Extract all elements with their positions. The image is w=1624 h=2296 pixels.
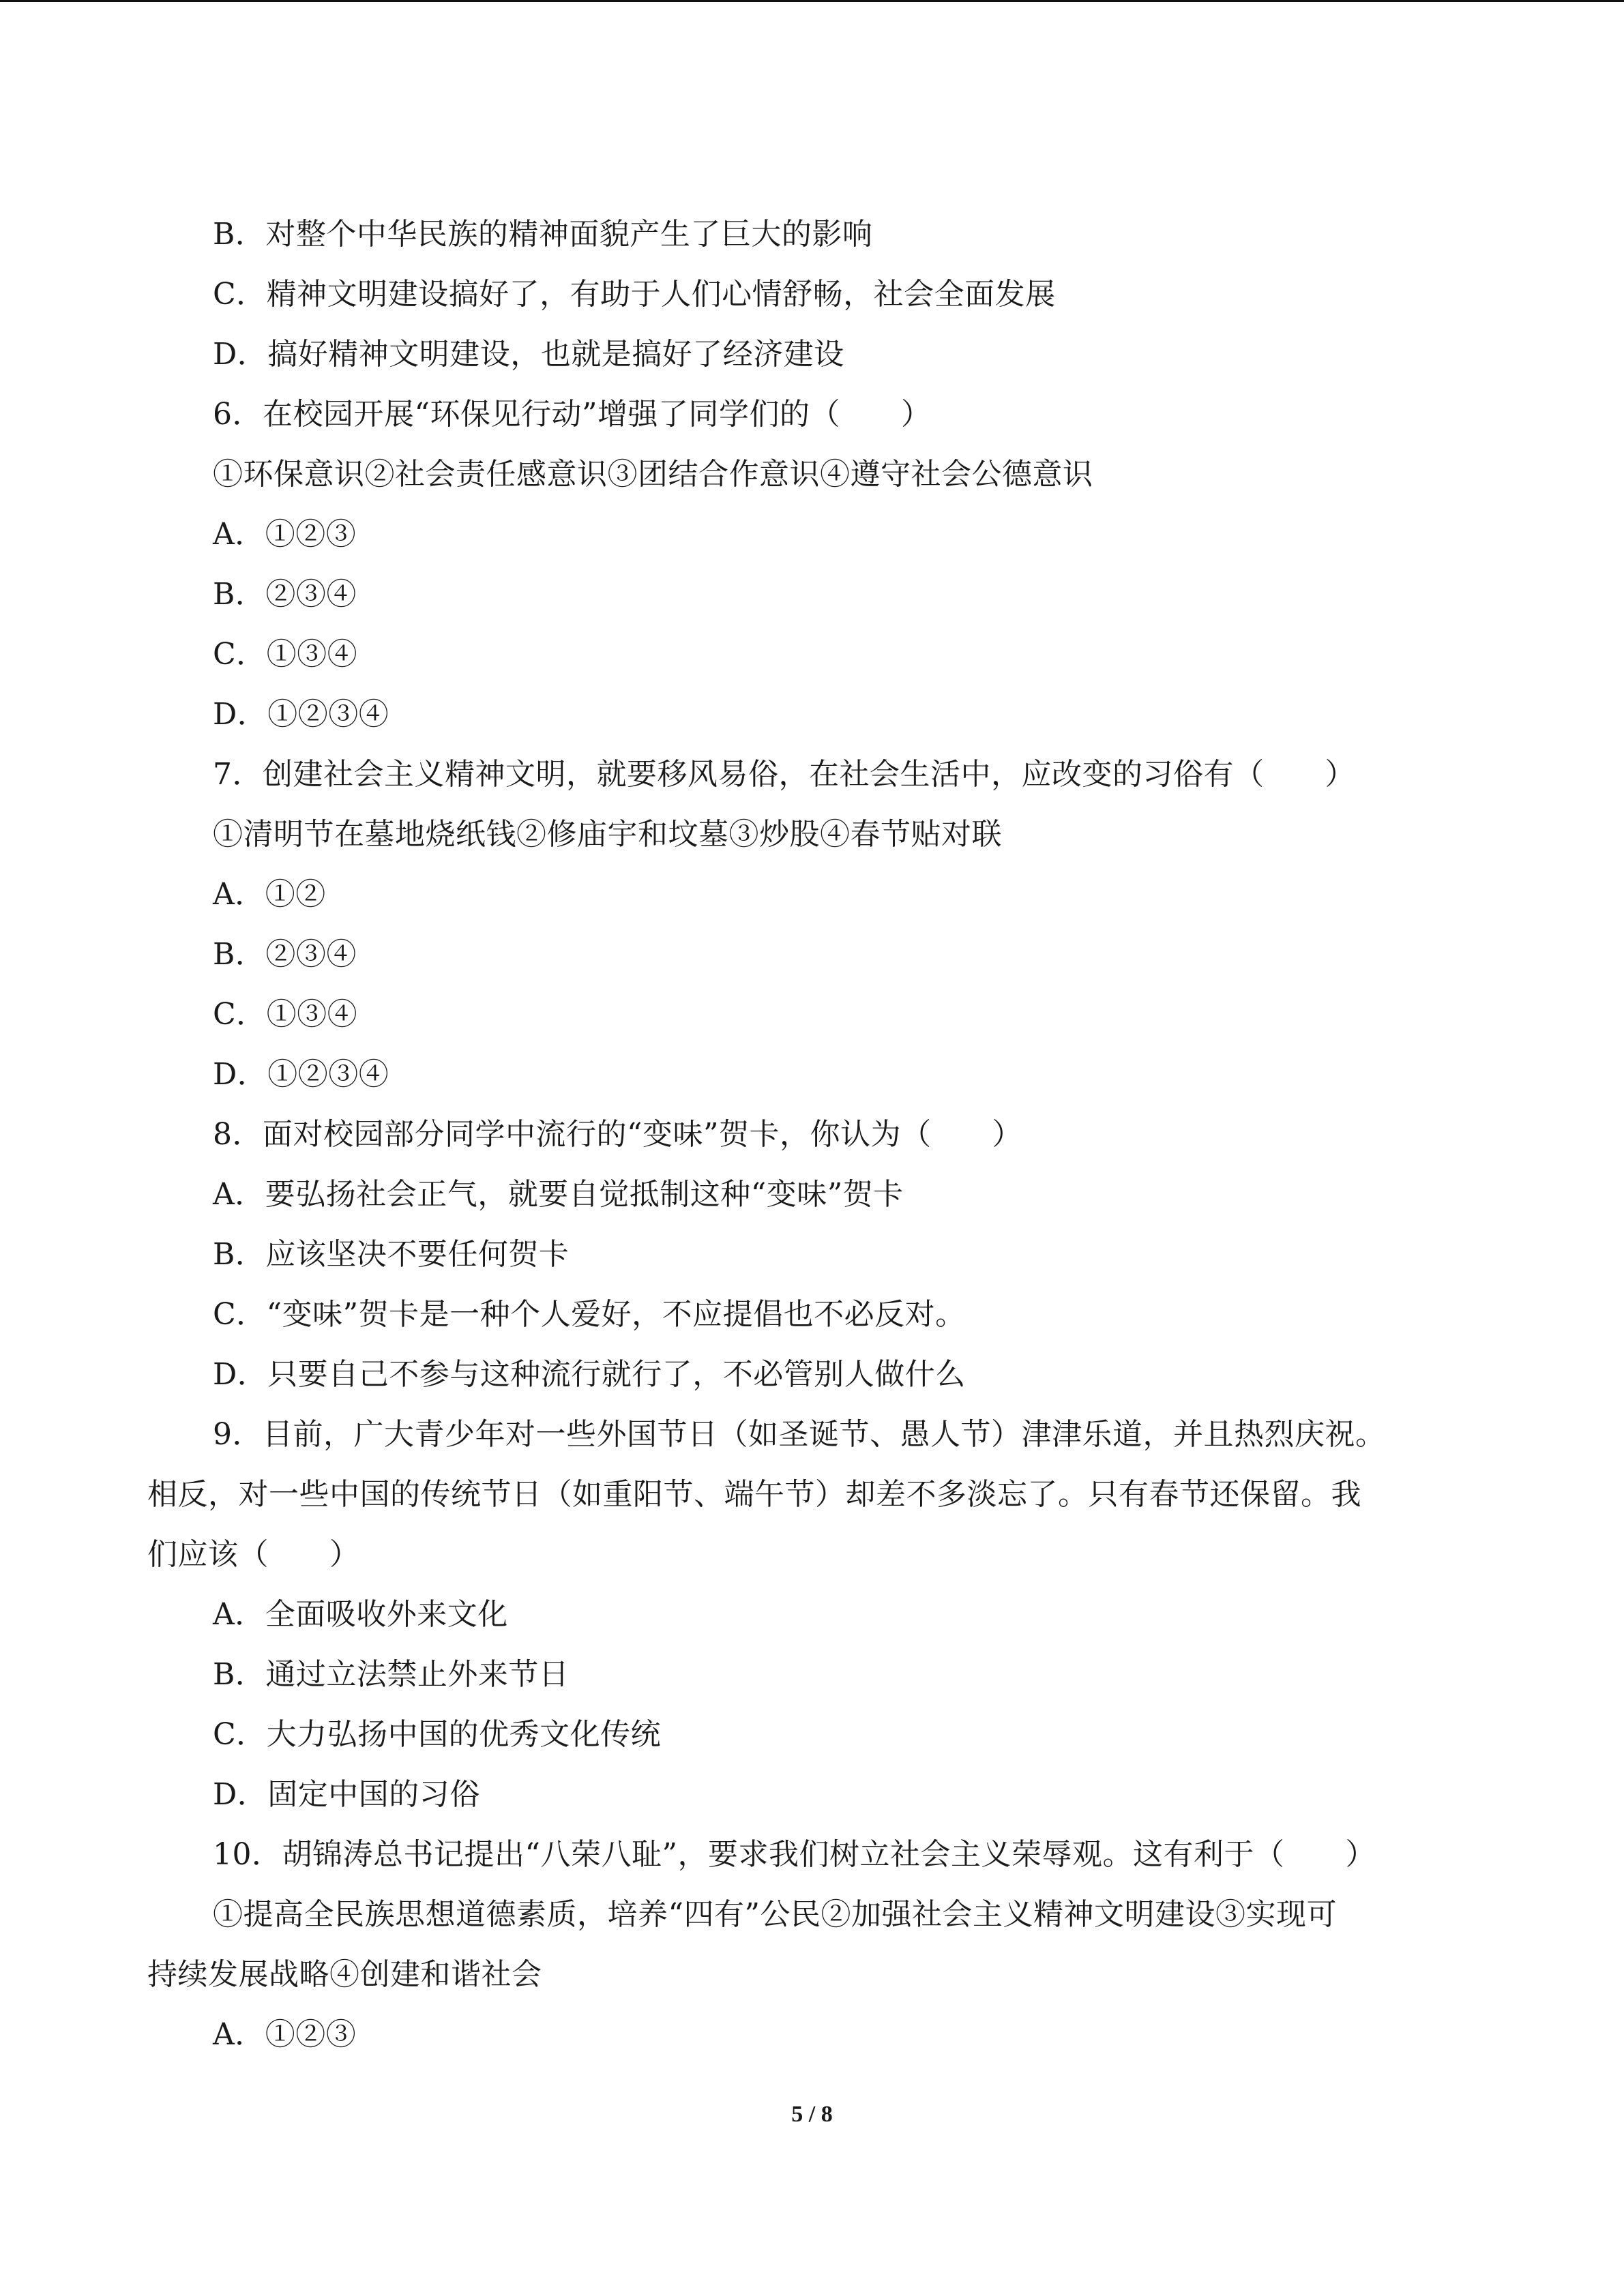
option-line: B．②③④ [213, 937, 357, 972]
page-content [147, 205, 1471, 2065]
option-line: B．应该坚决不要任何贺卡 [213, 1237, 570, 1272]
question-8: 8．面对校园部分同学中流行的“变味”贺卡，你认为（ ） [213, 1117, 1022, 1152]
option-line: C．大力弘扬中国的优秀文化传统 [213, 1717, 662, 1752]
question-10-line-1: 10．胡锦涛总书记提出“八荣八耻”，要求我们树立社会主义荣辱观。这有利于（ ） [213, 1837, 1376, 1872]
option-line: A．①② [213, 877, 326, 912]
question-9-line-1: 9．目前，广大青少年对一些外国节日（如圣诞节、愚人节）津津乐道，并且热烈庆祝。 [213, 1417, 1386, 1452]
option-line: D．①②③④ [213, 697, 389, 732]
option-line: C．“变味”贺卡是一种个人爱好，不应提倡也不必反对。 [213, 1297, 966, 1332]
question-9 [147, 1405, 1471, 1585]
question-10 [147, 1825, 1471, 2005]
question-9-line-3: 们应该（ ） [147, 1537, 360, 1572]
question-7: 7．创建社会主义精神文明，就要移风易俗，在社会生活中，应改变的习俗有（ ） [213, 757, 1355, 792]
option-line: A．全面吸收外来文化 [213, 1597, 508, 1632]
option-line: B．对整个中华民族的精神面貌产生了巨大的影响 [213, 217, 873, 252]
question-10-line-3: 持续发展战略④创建和谐社会 [147, 1957, 542, 1992]
statement-list: ①清明节在墓地烧纸钱②修庙宇和坟墓③炒股④春节贴对联 [213, 817, 1002, 852]
option-line: C．精神文明建设搞好了，有助于人们心情舒畅，社会全面发展 [213, 277, 1056, 312]
option-line: D．①②③④ [213, 1057, 389, 1092]
option-line: B．通过立法禁止外来节日 [213, 1657, 570, 1692]
option-line: C．①③④ [213, 637, 358, 672]
top-border-line [0, 0, 1624, 2]
option-line: D．搞好精神文明建设，也就是搞好了经济建设 [213, 337, 844, 372]
question-9-line-2: 相反，对一些中国的传统节日（如重阳节、端午节）却差不多淡忘了。只有春节还保留。我 [147, 1477, 1361, 1512]
option-line: C．①③④ [213, 997, 358, 1032]
question-10-line-2: ①提高全民族思想道德素质，培养“四有”公民②加强社会主义精神文明建设③实现可 [213, 1897, 1337, 1932]
option-line: D．只要自己不参与这种流行就行了，不必管别人做什么 [213, 1357, 966, 1392]
option-line: A．要弘扬社会正气，就要自觉抵制这种“变味”贺卡 [213, 1177, 904, 1212]
statement-list: ①环保意识②社会责任感意识③团结合作意识④遵守社会公德意识 [213, 457, 1093, 492]
option-line: A．①②③ [213, 2017, 357, 2052]
page-number: 5 / 8 [791, 2102, 833, 2127]
option-line: A．①②③ [213, 517, 357, 552]
option-line: B．②③④ [213, 577, 357, 612]
question-6: 6．在校园开展“环保见行动”增强了同学们的（ ） [213, 397, 932, 432]
option-line: D．固定中国的习俗 [213, 1777, 480, 1812]
